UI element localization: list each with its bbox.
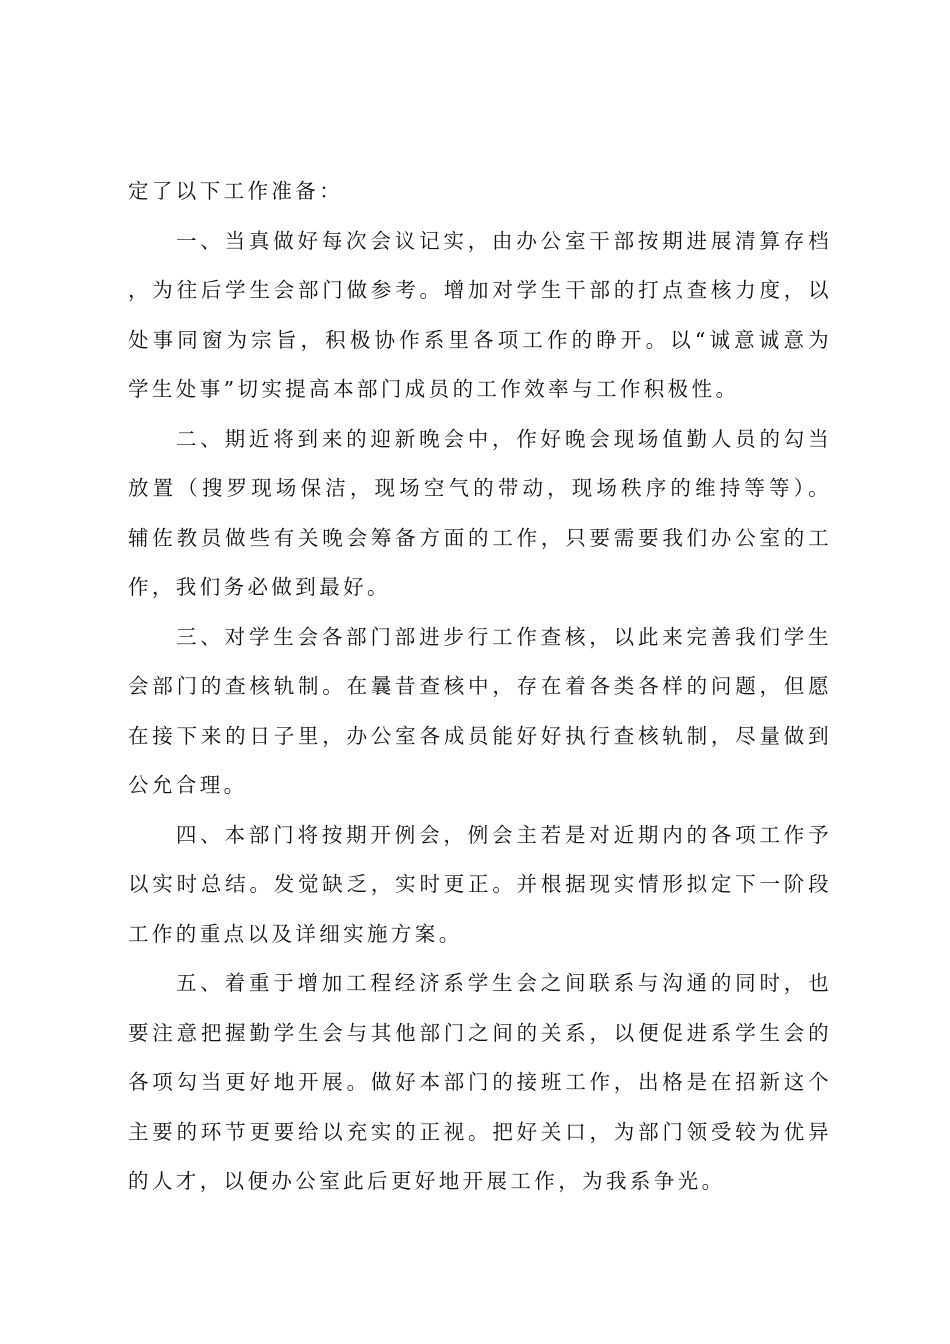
- paragraph-item-3: 三、对学生会各部门部进步行工作查核，以此来完善我们学生会部门的查核轨制。在曩昔查核中，存在着各类各样的问题，但愿在接下来的日子里，办公室各成员能好好执行查核轨制，尽量做到公允合理。: [128, 624, 832, 797]
- paragraph-continuation: 定了以下工作准备：: [128, 179, 344, 203]
- paragraph-item-2: 二、期近将到来的迎新晚会中，作好晚会现场值勤人员的勾当放置（搜罗现场保洁，现场空气的带动，现场秩序的维持等等）。辅佐教员做些有关晚会筹备方面的工作，只要需要我们办公室的工作，我们务必做到最好。: [128, 426, 832, 599]
- document-body: [128, 167, 832, 1207]
- paragraph-item-5: 五、着重于增加工程经济系学生会之间联系与沟通的同时，也要注意把握勤学生会与其他部门之间的关系，以便促进系学生会的各项勾当更好地开展。做好本部门的接班工作，出格是在招新这个主要的环节更要给以充实的正视。把好关口，为部门领受较为优异的人才，以便办公室此后更好地开展工作，为我系争光。: [128, 971, 832, 1193]
- paragraph-item-1: 一、当真做好每次会议记实，由办公室干部按期进展清算存档，为往后学生会部门做参考。增加对学生干部的打点查核力度，以处事同窗为宗旨，积极协作系里各项工作的睁开。以“诚意诚意为学生处事”切实提高本部门成员的工作效率与工作积极性。: [128, 228, 832, 401]
- paragraph-item-4: 四、本部门将按期开例会，例会主若是对近期内的各项工作予以实时总结。发觉缺乏，实时更正。并根据现实情形拟定下一阶段工作的重点以及详细实施方案。: [128, 822, 832, 946]
